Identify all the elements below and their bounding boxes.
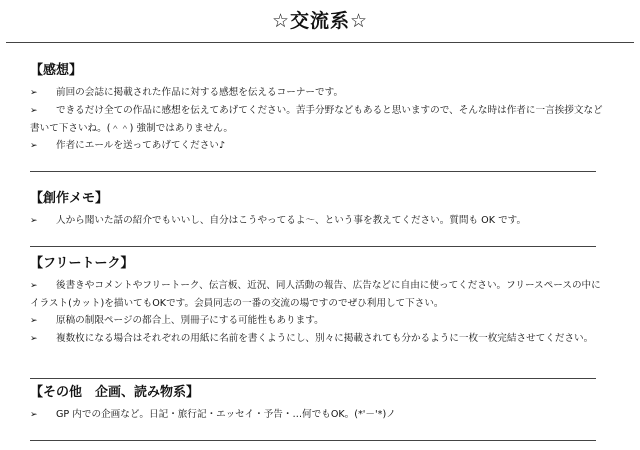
bullet-arrow-icon: ➢ <box>30 334 38 344</box>
section-others <box>30 384 610 424</box>
section-heading: 【フリートーク】 <box>30 256 134 271</box>
section-divider <box>30 378 596 379</box>
bullet-arrow-icon: ➢ <box>30 141 38 151</box>
section-kansou <box>30 62 610 155</box>
list-item: ➢ できるだけ全ての作品に感想を伝えてあげてください。苦手分野などもあると思いますので、そんな時は作者に一言挨拶文など書いて下さいね。(＾＾) 強制ではありません。 <box>30 105 603 134</box>
bullet-arrow-icon: ➢ <box>30 88 38 98</box>
list-item: ➢ GP 内での企画など。日記・旅行記・エッセイ・予告・…何でもOK。(*'－'*)ノ <box>30 406 610 424</box>
list-item: ➢ 原稿の制限ページの都合上、別冊子にする可能性もあります。 <box>30 312 610 330</box>
list-item: ➢ 前回の会誌に掲載された作品に対する感想を伝えるコーナーです。 <box>30 84 610 102</box>
list-item: ➢ 人から聞いた話の紹介でもいいし、自分はこうやってるよ～、という事を教えてください。質問も OK です。 <box>30 212 610 230</box>
section-divider <box>30 246 596 247</box>
section-sousaku-memo <box>30 190 610 230</box>
bullet-arrow-icon: ➢ <box>30 410 38 420</box>
section-divider <box>30 440 596 441</box>
bullet-arrow-icon: ➢ <box>30 216 38 226</box>
list-item: ➢ 作者にエールを送ってあげてください♪ <box>30 137 610 155</box>
bullet-arrow-icon: ➢ <box>30 281 38 291</box>
section-heading: 【感想】 <box>30 63 83 78</box>
list-item: ➢ 複数枚になる場合はそれぞれの用紙に名前を書くようにし、別々に掲載されても分かるように一枚一枚完結させてください。 <box>30 330 610 348</box>
bullet-arrow-icon: ➢ <box>30 316 38 326</box>
title-underline <box>6 42 634 43</box>
section-heading: 【その他 企画、読み物系】 <box>30 385 200 400</box>
list-item: ➢ 後書きやコメントやフリートーク、伝言板、近況、同人活動の報告、広告などに自由に使ってください。フリースペースの中にイラスト(カット)を描いてもOKです。会員同志の一番の交流の場ですのでぜひ利用して下さい。 <box>30 280 601 309</box>
section-divider <box>30 171 596 172</box>
section-free-talk <box>30 255 610 348</box>
bullet-arrow-icon: ➢ <box>30 106 38 116</box>
section-heading: 【創作メモ】 <box>30 191 109 206</box>
page-title: ☆交流系☆ <box>271 10 369 32</box>
